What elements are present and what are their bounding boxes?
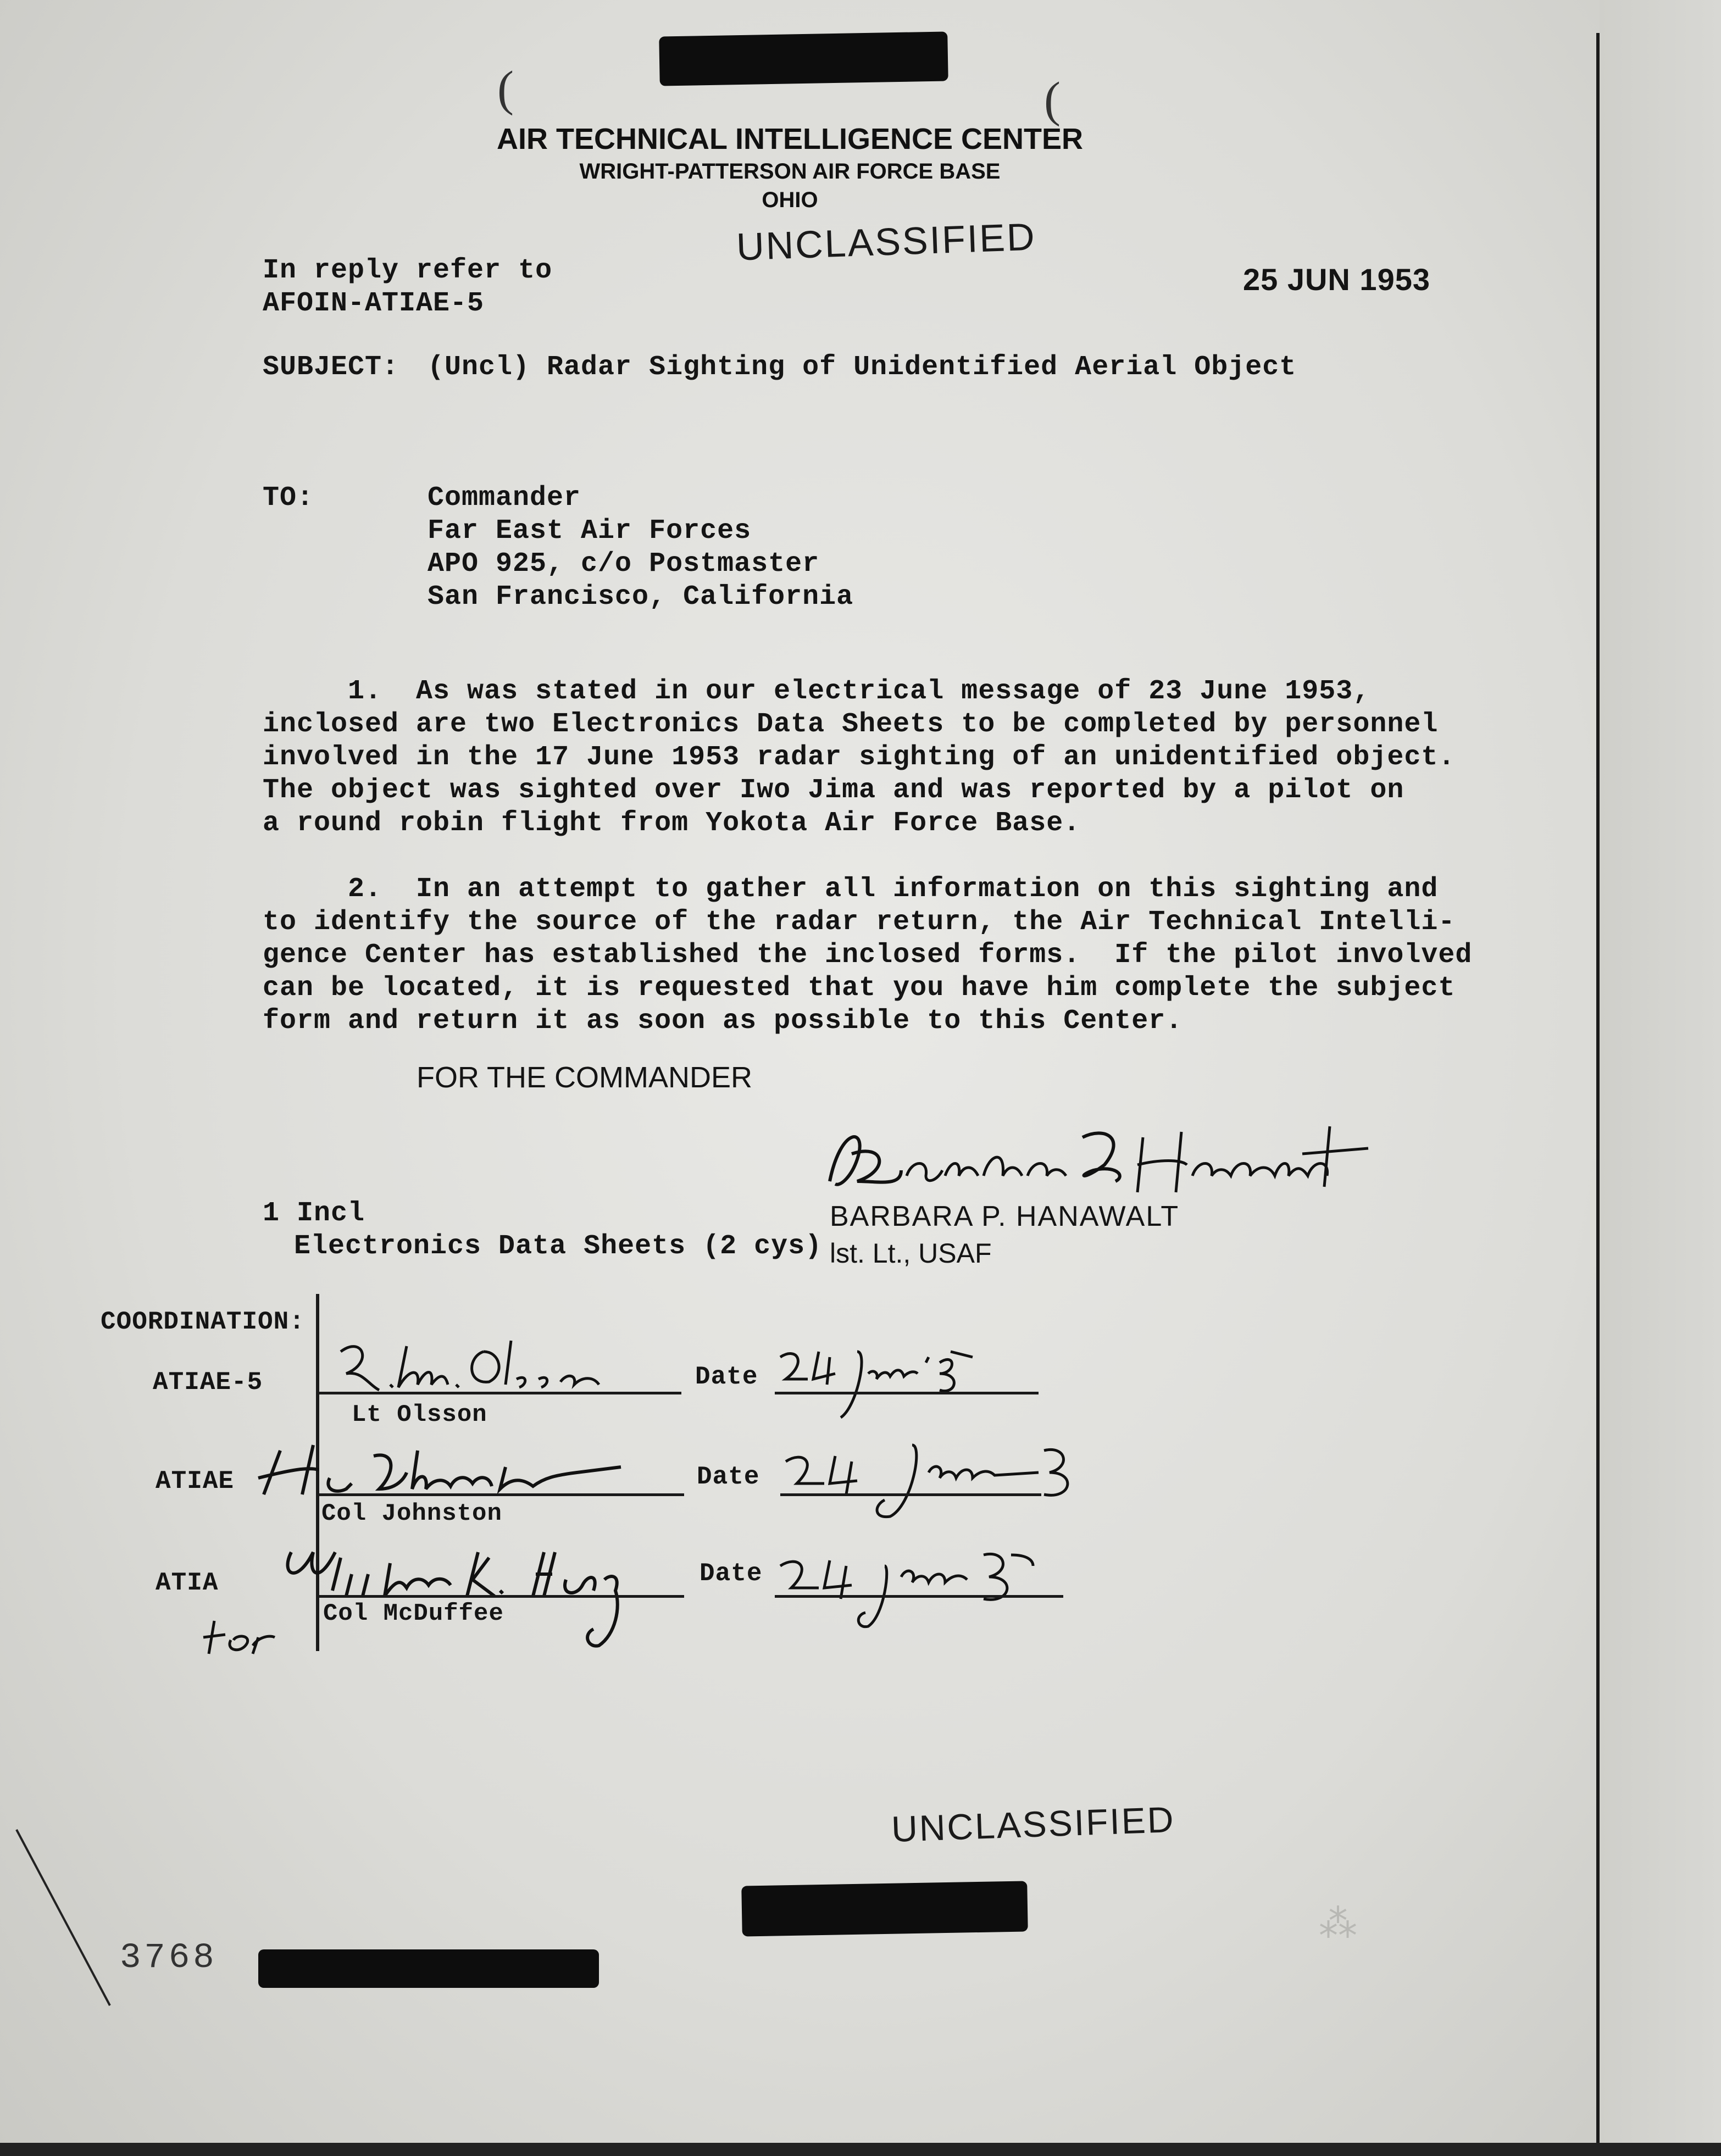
coord-date-handwritten-2 — [780, 1429, 1110, 1527]
coord-date-label-1: Date — [695, 1363, 758, 1391]
coord-name-3: Col McDuffee — [323, 1600, 504, 1627]
page-edge-bottom — [0, 2143, 1721, 2156]
paragraph-2-line-2: to identify the source of the radar return, the Air Technical Intelli- — [263, 907, 1456, 938]
org-heading: AIR TECHNICAL INTELLIGENCE CENTER — [496, 123, 1084, 155]
coord-signature-line-1 — [316, 1392, 681, 1394]
paragraph-1-line-2: inclosed are two Electronics Data Sheets to be completed by personnel — [263, 709, 1439, 740]
reply-reference-label: In reply refer to — [263, 255, 553, 286]
coord-office-3: ATIA — [156, 1569, 219, 1597]
coord-signature-line-3 — [316, 1595, 684, 1598]
paragraph-1-line-4: The object was sighted over Iwo Jima and was reported by a pilot on — [263, 775, 1404, 806]
redaction-bottom-left — [258, 1949, 599, 1988]
faint-stamp-mark: ⁂ — [1319, 1902, 1357, 1945]
coord-date-line-3 — [775, 1595, 1063, 1598]
paragraph-2-line-3: gence Center has established the inclosed forms. If the pilot involved — [263, 940, 1473, 971]
coord-office-2: ATIAE — [156, 1467, 235, 1496]
addressee-line-2: Far East Air Forces — [428, 515, 752, 547]
redaction-bottom-center — [741, 1881, 1028, 1936]
base-heading: WRIGHT-PATTERSON AIR FORCE BASE — [579, 159, 1001, 184]
subject-text: (Uncl) Radar Sighting of Unidentified Aerial Object — [428, 352, 1297, 383]
paren-mark-right: ( — [1044, 73, 1061, 127]
addressee-line-4: San Francisco, California — [428, 581, 854, 613]
document-number: 3768 — [120, 1938, 218, 1978]
coord-name-1: Lt Olsson — [352, 1401, 487, 1429]
coord-date-line-2 — [780, 1493, 1041, 1496]
redaction-top — [659, 31, 948, 86]
addressee-line-3: APO 925, c/o Postmaster — [428, 548, 820, 580]
page-edge-line — [1596, 33, 1600, 2148]
paragraph-2-line-4: can be located, it is requested that you have him complete the subject — [263, 973, 1456, 1004]
to-label: TO: — [263, 482, 314, 514]
addressee-line-1: Commander — [428, 482, 581, 514]
signer-rank: lst. Lt., USAF — [830, 1238, 992, 1269]
paragraph-1-line-1: 1. As was stated in our electrical message of 23 June 1953, — [263, 676, 1370, 707]
coord-date-label-2: Date — [697, 1463, 760, 1491]
enclosure-description: Electronics Data Sheets (2 cys) — [294, 1231, 823, 1262]
corner-mark-bottom-left — [11, 1824, 121, 2016]
coord-signature-line-2 — [316, 1493, 684, 1496]
coord-annotation-for — [198, 1615, 297, 1659]
coord-date-handwritten-3 — [775, 1533, 1061, 1632]
coord-name-2: Col Johnston — [321, 1500, 502, 1527]
paragraph-1-line-5: a round robin flight from Yokota Air Force Base. — [263, 808, 1081, 839]
closing-line: FOR THE COMMANDER — [417, 1061, 753, 1094]
coord-date-label-3: Date — [699, 1559, 763, 1588]
paren-mark-left: ( — [497, 62, 514, 116]
page-margin-right — [1600, 0, 1721, 2156]
coord-signature-1 — [330, 1330, 637, 1396]
letter-date: 25 JUN 1953 — [1243, 262, 1431, 297]
signer-name: BARBARA P. HANAWALT — [830, 1201, 1180, 1232]
coord-date-handwritten-1 — [775, 1341, 1039, 1423]
state-heading: OHIO — [762, 188, 818, 212]
enclosure-count: 1 Incl — [263, 1198, 365, 1229]
coord-date-line-1 — [775, 1392, 1039, 1394]
subject-label: SUBJECT: — [263, 352, 399, 383]
coordination-label: COORDINATION: — [101, 1308, 305, 1336]
classification-stamp-bottom: UNCLASSIFIED — [890, 1799, 1176, 1849]
signer-signature-image — [819, 1115, 1401, 1214]
reply-reference-code: AFOIN-ATIAE-5 — [263, 288, 485, 319]
classification-stamp-top: UNCLASSIFIED — [735, 215, 1037, 269]
coord-office-1: ATIAE-5 — [153, 1368, 263, 1397]
paragraph-1-line-3: involved in the 17 June 1953 radar sighting of an unidentified object. — [263, 742, 1456, 773]
paragraph-2-line-1: 2. In an attempt to gather all information on this sighting and — [263, 874, 1439, 905]
paragraph-2-line-5: form and return it as soon as possible to this Center. — [263, 1005, 1183, 1037]
